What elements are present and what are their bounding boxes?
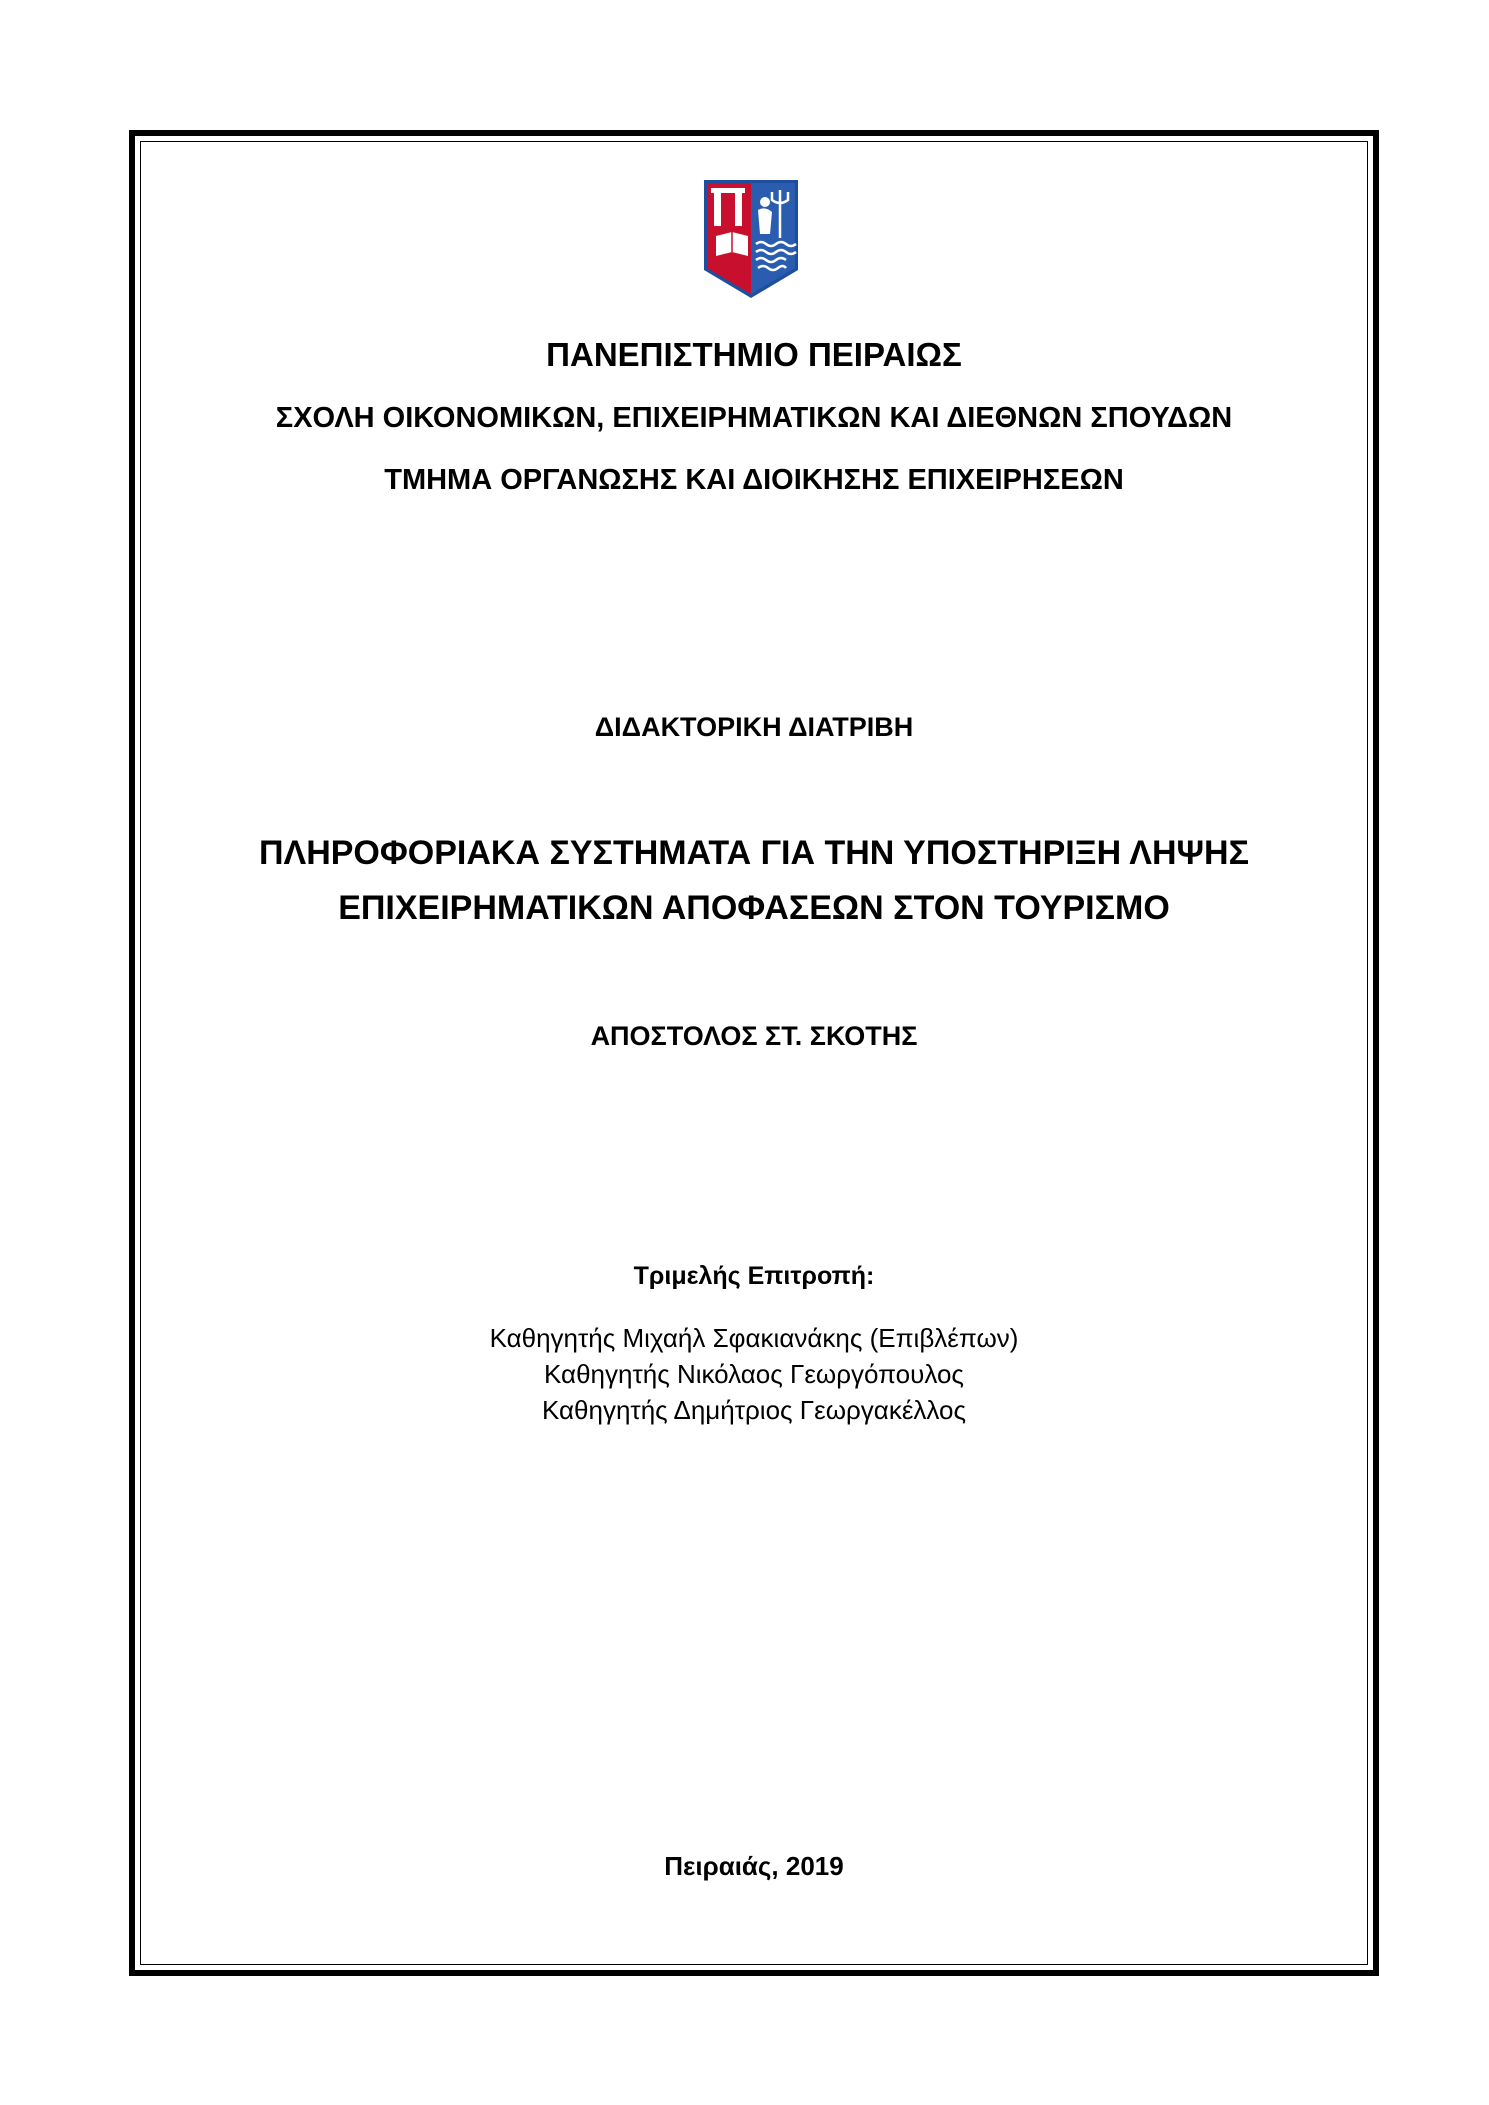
thesis-title-line-2: ΕΠΙΧΕΙΡΗΜΑΤΙΚΩΝ ΑΠΟΦΑΣΕΩΝ ΣΤΟΝ ΤΟΥΡΙΣΜΟ [338,889,1170,927]
committee-member: Καθηγητής Δημήτριος Γεωργακέλλος [541,1395,967,1425]
committee-member: Καθηγητής Μιχαήλ Σφακιανάκης (Επιβλέπων) [489,1323,1019,1353]
committee-member: Καθηγητής Νικόλαος Γεωργόπουλος [544,1359,964,1389]
university-crest-icon [702,178,800,300]
committee-heading: Τριμελής Επιτροπή: [633,1262,875,1290]
thesis-type: ΔΙΔΑΚΤΟΡΙΚΗ ΔΙΑΤΡΙΒΗ [594,712,914,742]
university-name: ΠΑΝΕΠΙΣΤΗΜΙΟ ΠΕΙΡΑΙΩΣ [546,336,962,373]
school-name: ΣΧΟΛΗ ΟΙΚΟΝΟΜΙΚΩΝ, ΕΠΙΧΕΙΡΗΜΑΤΙΚΩΝ ΚΑΙ ΔΙΕΘΝΩΝ ΣΠΟΥΔΩΝ [275,402,1233,434]
department-name: ΤΜΗΜΑ ΟΡΓΑΝΩΣΗΣ ΚΑΙ ΔΙΟΙΚΗΣΗΣ ΕΠΙΧΕΙΡΗΣΕΩΝ [384,464,1124,496]
author-name: ΑΠΟΣΤΟΛΟΣ ΣΤ. ΣΚΟΤΗΣ [590,1021,918,1051]
thesis-title-line-1: ΠΛΗΡΟΦΟΡΙΑΚΑ ΣΥΣΤΗΜΑΤΑ ΓΙΑ ΤΗΝ ΥΠΟΣΤΗΡΙΞΗ ΛΗΨΗΣ [258,834,1250,872]
place-and-year: Πειραιάς, 2019 [664,1851,844,1881]
